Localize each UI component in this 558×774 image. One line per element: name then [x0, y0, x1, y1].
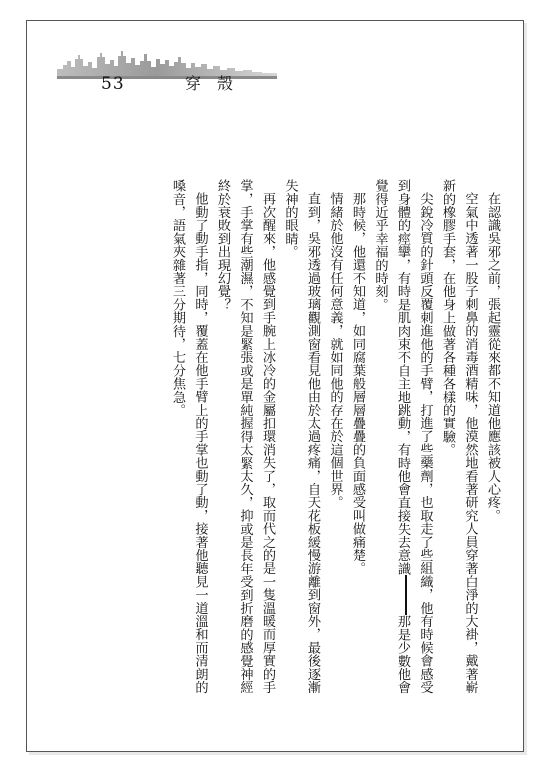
paragraph: 他動了動手指，同時，覆蓋在他手臂上的手掌也動了動，接著他聽見一道溫和而清朗的嗓音，語氣夾雜著三分期待，七分焦急。 — [170, 179, 208, 694]
paragraph: 情緒於他沒有任何意義，就如同他的存在於這個世界。 — [327, 192, 343, 509]
paragraph: 空氣中透著一股子刺鼻的消毒酒精味，他漠然地看著研究人員穿著白淨的大褂，戴著嶄新的橡膠手套，在他身上做著各種各樣的實驗。 — [440, 179, 478, 694]
paragraph-text: 那是少數他會覺得近乎幸福的時刻。 — [372, 179, 410, 694]
paragraph: 在認識吳邪之前，張起靈從來都不知道他應該被人心疼。 — [485, 192, 500, 523]
em-dash-rule — [405, 575, 407, 615]
paragraph: 再次醒來，他感覺到手腕上冰冷的金屬扣環消失了，取而代之的是一隻溫暖而厚實的手掌，手掌有些潮濕，不知是緊張或是單純握得太緊太久，抑或是長年受到折磨的感覺神經終於衰敗到出現幻覺？ — [215, 179, 275, 694]
paragraph — [368, 179, 436, 699]
paragraph-text: 尖銳冷質的針頭反覆刺進他的手臂，打進了些藥劑，也取走了些組織，他有時候會感受到身體的痙攣，有時是肌肉束不自主地跳動，有時他會直接失去意識 — [395, 179, 433, 694]
book-title: 穿殼 — [185, 74, 250, 93]
paragraph: 那時候，他還不知道，如同腐葉般層層疊疊的負面感受叫做痛楚。 — [350, 192, 365, 575]
paragraph: 直到，吳邪透過玻璃觀測窗看見他由於太過疼痛，自天花板緩慢游離到窗外，最後逐漸失神的眼睛。 — [282, 179, 320, 694]
page-number: 53 — [101, 74, 125, 94]
page-header — [57, 47, 277, 97]
article-body — [93, 179, 503, 699]
book-page — [26, 20, 524, 752]
